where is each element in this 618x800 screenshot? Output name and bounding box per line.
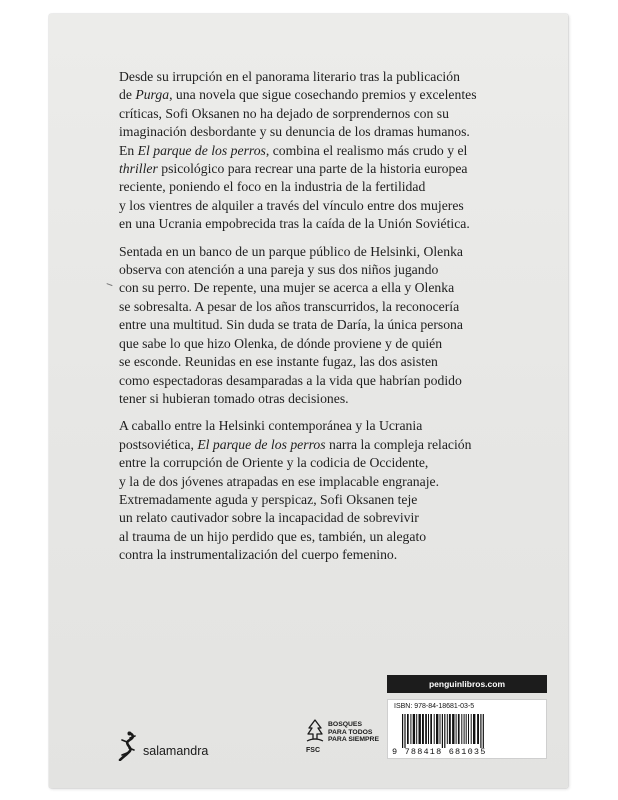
barcode-bar: [425, 714, 427, 744]
barcode-bar: [471, 714, 472, 744]
barcode-bar: [480, 714, 481, 748]
barcode-bar: [430, 714, 432, 744]
blurb-paragraph: [119, 68, 539, 234]
barcode-bar: [410, 714, 411, 744]
blurb-line: [119, 335, 539, 353]
barcode-bar: [456, 714, 457, 744]
text-segment: En: [119, 142, 138, 158]
blurb-line: [119, 123, 539, 141]
text-segment: tener si hubieran tomado otras decisiones.: [119, 390, 349, 406]
text-segment: al trauma de un hijo perdido que es, también, un alegato: [119, 528, 427, 544]
blurb-line: [119, 436, 539, 454]
blurb-paragraph: [119, 243, 539, 409]
barcode-bar: [402, 714, 403, 748]
barcode-bar: [473, 714, 475, 744]
text-segment: con su perro. De repente, una mujer se acerca a ella y Olenka: [119, 280, 455, 296]
blurb-line: [119, 279, 539, 297]
text-segment: observa con atención a una pareja y sus dos niños jugando: [119, 262, 439, 278]
website-label[interactable]: penguinlibros.com: [387, 675, 547, 693]
barcode-bar: [449, 714, 451, 744]
fsc-line: PARA TODOS: [328, 728, 373, 736]
blurb-line: [119, 261, 539, 279]
fsc-logo: [305, 718, 379, 754]
barcode-bar: [447, 714, 448, 744]
publisher-name: salamandra: [143, 744, 209, 758]
blurb-line: [119, 473, 539, 491]
barcode-bar: [458, 714, 460, 744]
italic-title: thriller: [119, 161, 158, 177]
text-segment: que sabe lo que hizo Olenka, de dónde proviene y de quién: [119, 335, 443, 351]
blurb-line: [119, 417, 539, 435]
barcode-bar: [461, 714, 462, 744]
barcode-bar: [477, 714, 479, 744]
blurb-line: [119, 528, 539, 546]
text-segment: , combina el realismo más crudo y el: [265, 142, 468, 158]
blurb-line: [119, 298, 539, 316]
blurb-line: [119, 142, 539, 160]
blurb-line: [119, 316, 539, 334]
text-segment: , una novela que sigue cosechando premios y excelentes: [169, 87, 477, 103]
text-segment: Extremadamente aguda y perspicaz, Sofi Oksanen teje: [119, 491, 418, 507]
blurb-line: [119, 372, 539, 390]
ean-digits: 9 788418 681035: [392, 747, 487, 757]
text-segment: contra la instrumentalización del cuerpo femenino.: [119, 547, 398, 563]
barcode-bar: [434, 714, 435, 744]
blurb-line: [119, 454, 539, 472]
text-segment: como espectadoras desamparadas a la vida que habrían podido: [119, 372, 462, 388]
barcode-bar: [404, 714, 405, 748]
text-segment: un relato cautivador sobre la incapacidad de sobrevivir: [119, 510, 419, 526]
blurb-line: [119, 491, 539, 509]
text-segment: de: [119, 87, 136, 103]
fsc-text: [328, 721, 379, 744]
blurb-line: [119, 105, 539, 123]
barcode-bar: [444, 714, 445, 748]
publisher-logo: [117, 731, 208, 761]
fsc-tree-icon: [305, 718, 325, 744]
text-segment: y la de dos jóvenes atrapadas en ese implacable engranaje.: [119, 473, 439, 489]
barcode-icon: [402, 714, 534, 748]
blurb-line: [119, 243, 539, 261]
text-segment: en una Ucrania empobrecida tras la caída de la Unión Soviética.: [119, 216, 470, 232]
salamander-icon: [117, 731, 139, 761]
italic-title: Purga: [135, 87, 170, 103]
blurb-line: [119, 86, 539, 104]
barcode-bar: [464, 714, 465, 744]
text-segment: y los vientres de alquiler a través del vínculo entre dos mujeres: [119, 197, 464, 213]
blurb-line: [119, 390, 539, 408]
barcode-bar: [422, 714, 424, 744]
italic-title: El parque de los perros: [197, 436, 326, 452]
barcode-bar: [452, 714, 454, 744]
text-segment: Desde su irrupción en el panorama literario tras la publicación: [119, 69, 460, 84]
barcode-bar: [442, 714, 443, 748]
text-segment: psicológico para recrear una parte de la historia europea: [157, 161, 468, 177]
text-segment: críticas, Sofi Oksanen no ha dejado de sorprendernos con su: [119, 105, 449, 121]
text-segment: reciente, poniendo el foco en la industria de la fertilidad: [119, 179, 426, 195]
barcode-bar: [428, 714, 429, 744]
blurb-line: [119, 353, 539, 371]
text-segment: narra la compleja relación: [325, 436, 472, 452]
barcode-bar: [416, 714, 417, 744]
book-back-cover: [49, 14, 568, 788]
barcode-bar: [440, 714, 441, 744]
italic-title: El parque de los perros: [137, 142, 266, 158]
text-segment: se sobresalta. A pesar de los años transcurridos, la reconocería: [119, 298, 460, 314]
fsc-line: PARA SIEMPRE: [328, 736, 379, 744]
blurb-line: [119, 509, 539, 527]
isbn-label: ISBN: 978-84-18681-03-5: [394, 703, 475, 710]
text-segment: imaginación desbordante y su denuncia de los dramas humanos.: [119, 124, 470, 140]
fsc-label: FSC: [306, 747, 320, 754]
barcode-bar: [483, 714, 484, 748]
text-segment: A caballo entre la Helsinki contemporánea y la Ucrania: [119, 418, 423, 434]
text-segment: se esconde. Reunidas en ese instante fugaz, las dos asisten: [119, 354, 438, 370]
text-segment: Sentada en un banco de un parque público de Helsinki, Olenka: [119, 243, 463, 259]
pen-mark: [105, 283, 112, 289]
barcode-bar: [407, 714, 409, 744]
text-segment: entre la corrupción de Oriente y la codicia de Occidente,: [119, 455, 429, 471]
barcode-bar: [419, 714, 421, 744]
text-segment: postsoviética,: [119, 436, 198, 452]
blurb-line: [119, 215, 539, 233]
blurb-text: [119, 68, 539, 574]
barcode-box: [387, 699, 547, 759]
blurb-paragraph: [119, 417, 539, 564]
blurb-line: [119, 68, 539, 86]
text-segment: entre una multitud. Sin duda se trata de Daría, la única persona: [119, 317, 463, 333]
barcode-bar: [466, 714, 467, 744]
blurb-line: [119, 546, 539, 564]
blurb-line: [119, 197, 539, 215]
blurb-line: [119, 178, 539, 196]
fsc-line: BOSQUES: [328, 721, 362, 728]
blurb-line: [119, 160, 539, 178]
barcode-bar: [436, 714, 438, 744]
barcode-bar: [413, 714, 415, 744]
barcode-bar: [468, 714, 469, 744]
